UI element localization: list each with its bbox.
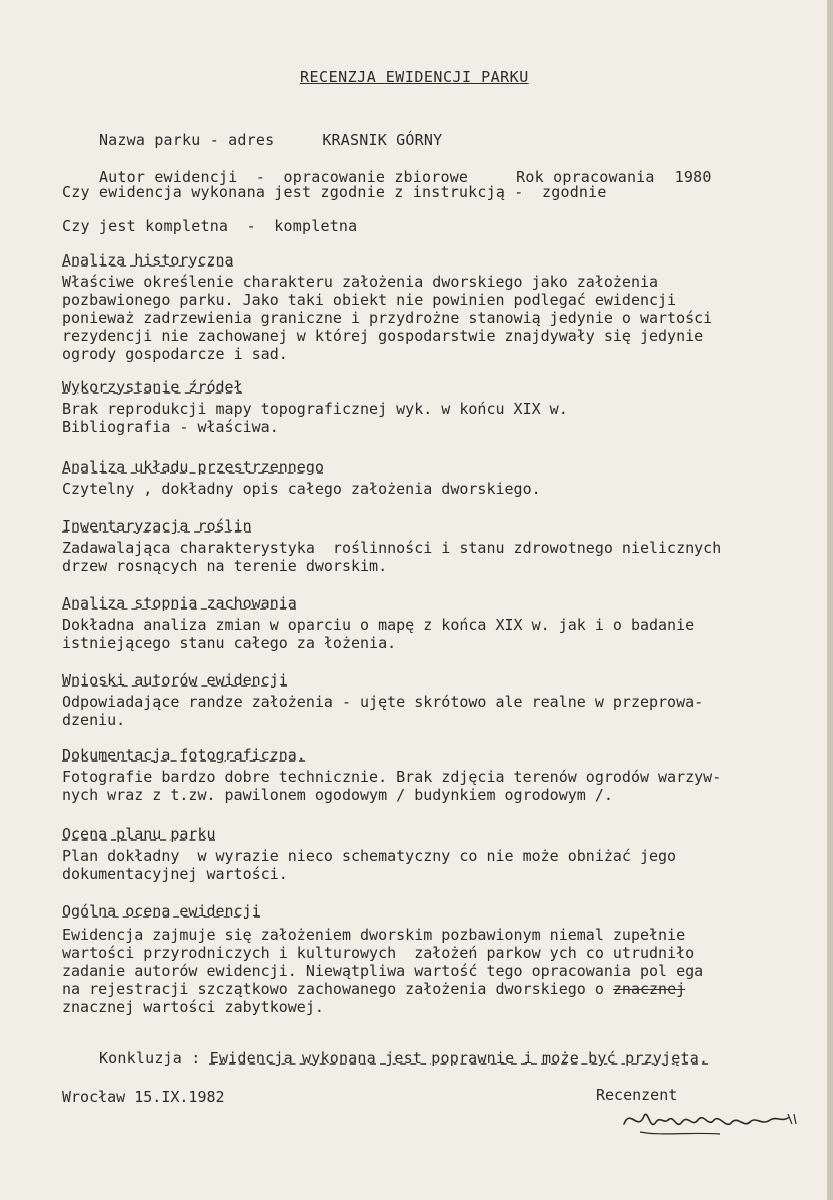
struck-word: znacznej [612,980,686,998]
section-heading: Wykorzystanie źródeł [62,378,243,396]
conclusion-text: Ewidencja wykonana jest poprawnie i może być przyjęta. [209,1049,709,1067]
signature-image [620,1102,800,1142]
section-line: dzeniu. [62,711,126,729]
reviewer-label: Recenzent [596,1086,678,1104]
section-overall [62,902,703,1016]
section-line: Ewidencja zajmuje się założeniem dworskim pozbawionym niemal zupełnie [62,926,686,944]
section-line: ogrody gospodarcze i sad. [62,345,288,363]
section-historical [62,251,712,363]
section-heading: Ocena planu parku [62,825,216,843]
section-line: znacznej wartości zabytkowej. [62,998,324,1016]
section-sources [62,378,568,436]
section-line: Zadawalająca charakterystyka roślinności i stanu zdrowotnego nielicznych [62,539,722,557]
section-heading: Ogólna ocena ewidencji [62,902,261,920]
year-value: 1980 [674,168,712,186]
document-title: RECENZJA EWIDENCJI PARKU [300,68,529,86]
conclusion-row [62,1030,708,1087]
section-plan [62,825,676,883]
complete-question: Czy jest kompletna - kompletna [62,217,358,235]
section-line: nych wraz z t.zw. pawilonem ogodowym / budynkiem ogrodowym /. [62,786,613,804]
section-heading: Analiza układu przestrzennego [62,458,324,476]
section-line: Fotografie bardzo dobre technicznie. Brak zdjęcia terenów ogrodów warzyw- [62,768,722,786]
conclusion-label: Konkluzja : [98,1049,201,1067]
section-line: dokumentacyjnej wartości. [62,865,288,883]
section-line: rezydencji nie zachowanej w której gospodarstwie znajdywały się jedynie [62,327,704,345]
section-plants [62,517,721,575]
section-line: Dokładna analiza zmian w oparciu o mapę z końca XIX w. jak i o badanie [62,616,695,634]
section-line: Plan dokładny w wyrazie nieco schematyczny co nie może obniżać jego [62,847,677,865]
section-preservation [62,594,694,652]
place-date: Wrocław 15.IX.1982 [62,1088,225,1106]
section-photos [62,746,721,804]
section-heading: Wnioski autorów ewidencji [62,671,288,689]
page-edge [827,0,833,1200]
section-line: ponieważ zadrzewienia graniczne i przydrożne stanowią jedynie o wartości [62,309,713,327]
section-line: pozbawionego parku. Jako taki obiekt nie powinien podlegać ewidencji [62,291,677,309]
section-heading: Inwentaryzacja roślin [62,517,252,535]
section-line: Odpowiadające randze założenia - ujęte skrótowo ale realne w przeprowa- [62,693,704,711]
park-name-label: Nazwa parku - adres [98,131,275,149]
park-name-value: KRASNIK GÓRNY [322,131,443,149]
section-line: wartości przyrodniczych i kulturowych założeń parkow ych co utrudniło [62,944,695,962]
section-line: Brak reprodukcji mapy topograficznej wyk. w końcu XIX w. [62,400,568,418]
section-heading: Analiza historyczna [62,251,234,269]
section-line: Właściwe określenie charakteru założenia dworskiego jako założenia [62,273,659,291]
section-line: drzew rosnących na terenie dworskim. [62,557,388,575]
section-heading: Dokumentacja fotograficzna. [62,746,306,764]
section-line-text: na rejestracji szczątkowo zachowanego założenia dworskiego o [62,980,604,998]
author-label: Autor ewidencji - opracowanie zbiorowe [98,168,469,186]
section-line: istniejącego stanu całego za łożenia. [62,634,397,652]
section-line: Bibliografia - właściwa. [62,418,279,436]
section-line: Czytelny , dokładny opis całego założenia dworskiego. [62,480,541,498]
section-line [62,980,703,998]
section-line: zadanie autorów ewidencji. Niewątpliwa wartość tego opracowania pol ega [62,962,704,980]
instruction-question: Czy ewidencja wykonana jest zgodnie z instrukcją - zgodnie [62,183,607,201]
section-spatial [62,458,541,498]
year-label: Rok opracowania [516,168,655,186]
section-heading: Analiza stopnia zachowania [62,594,297,612]
section-conclusions-authors [62,671,703,729]
